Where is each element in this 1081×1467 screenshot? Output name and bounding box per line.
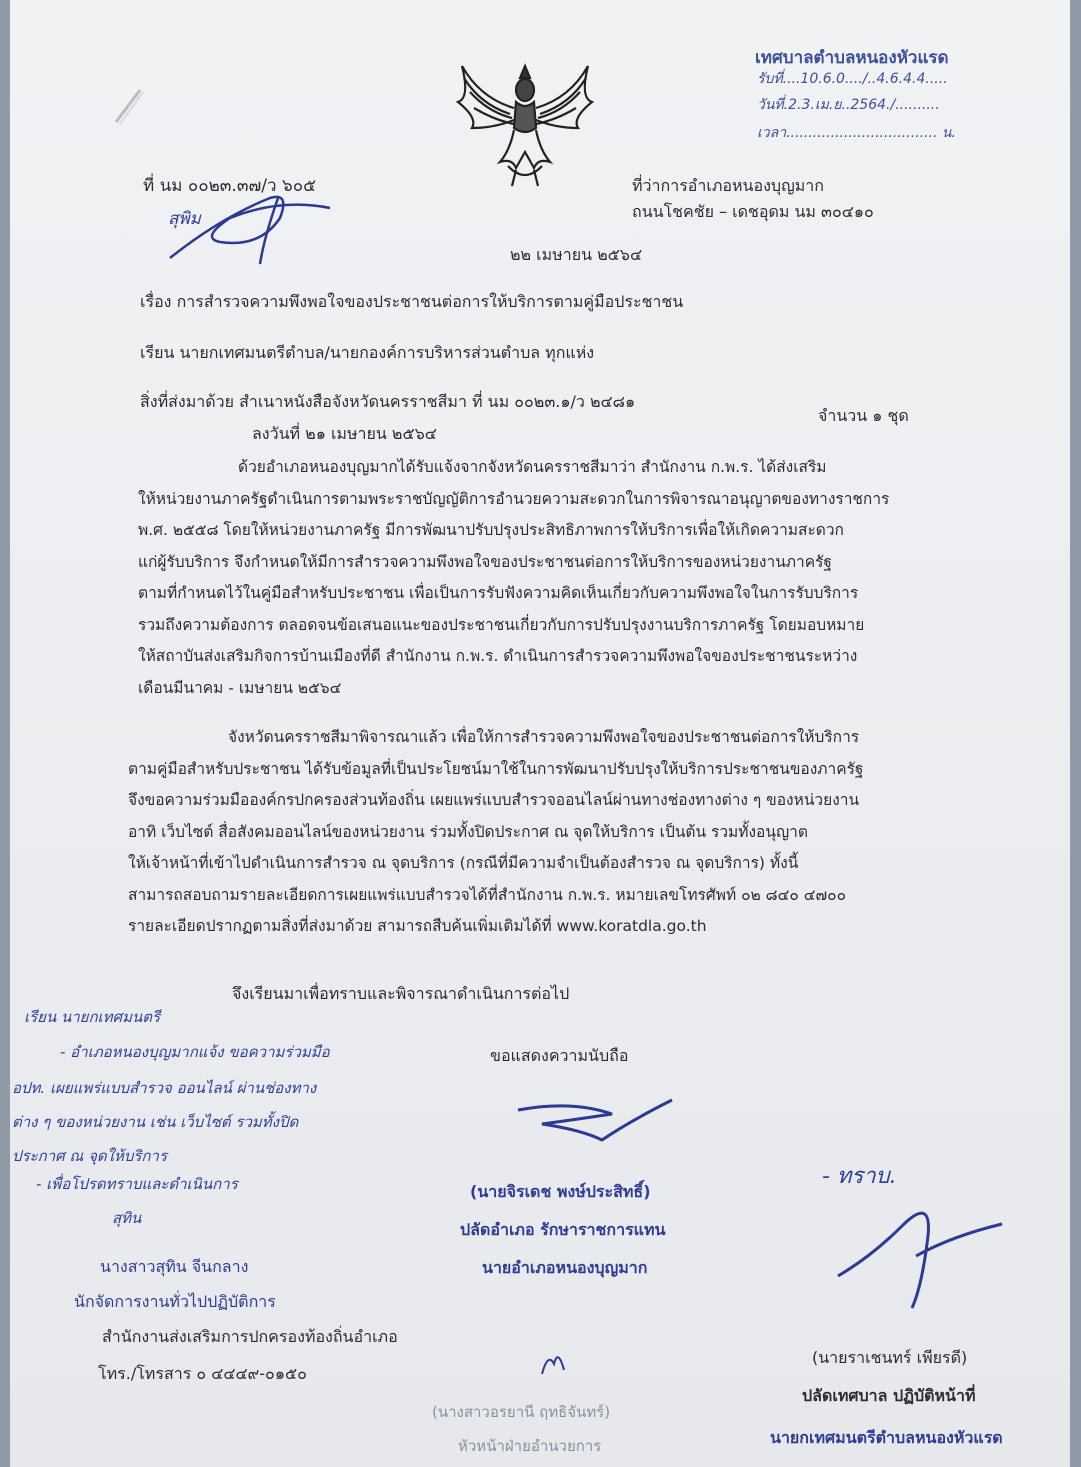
paragraph-line: จังหวัดนครราชสีมาพิจารณาแล้ว เพื่อให้การสำรวจความพึงพอใจของประชาชนต่อการให้บริการ	[228, 728, 860, 746]
letter-date: ๒๒ เมษายน ๒๕๖๔	[510, 245, 643, 264]
paragraph-line: รายละเอียดปรากฏตามสิ่งที่ส่งมาด้วย สามารถสืบค้นเพิ่มเติมได้ที่ www.koratdla.go.th	[128, 917, 707, 935]
note-line: เรียน นายกเทศมนตรี	[24, 1008, 161, 1026]
note-line: อปท. เผยแพร่แบบสำรวจ ออนไลน์ ผ่านช่องทาง	[12, 1079, 317, 1097]
district-signer-name: (นายจิรเดช พงษ์ประสิทธิ์)	[470, 1182, 651, 1201]
note-signature: สุทิน	[112, 1209, 142, 1227]
body-paragraph-1	[138, 452, 889, 704]
subject-line: เรื่อง การสำรวจความพึงพอใจของประชาชนต่อการให้บริการตามคู่มือประชาชน	[140, 292, 684, 311]
head-initial-icon	[538, 1346, 568, 1380]
paragraph-line: พ.ศ. ๒๕๕๘ โดยให้หน่วยงานภาครัฐ มีการพัฒนาปรับปรุงประสิทธิภาพการให้บริการเพื่อให้เกิดความสะดวก	[138, 521, 844, 539]
municipal-signer-title1: ปลัดเทศบาล ปฏิบัติหน้าที่	[802, 1386, 976, 1405]
paragraph-line: อาทิ เว็บไซต์ สื่อสังคมออนไลน์ของหน่วยงาน ร่วมทั้งปิดประกาศ ณ จุดให้บริการ เป็นต้น รวมทั้งอนุญาต	[128, 822, 808, 841]
municipal-signer-title2: นายกเทศมนตรีตำบลหนองหัวแรด	[770, 1428, 1003, 1447]
paragraph-line: ให้หน่วยงานภาครัฐดำเนินการตามพระราชบัญญัติการอำนวยความสะดวกในการพิจารณาอนุญาตของทางราชการ	[138, 489, 890, 508]
municipal-signer-name: (นายราเชนทร์ เพียรดี)	[812, 1348, 968, 1367]
paragraph-line: ตามคู่มือสำหรับประชาชน ได้รับข้อมูลที่เป็นประโยชน์มาใช้ในการพัฒนาปรับปรุงให้บริการประชาชนของภาครัฐ	[128, 759, 864, 778]
paragraph-line: จึงขอความร่วมมือองค์กรปกครองส่วนท้องถิ่น เผยแพร่แบบสำรวจออนไลน์ผ่านทางช่องทางต่าง ๆ ของหน่วยงาน	[128, 791, 860, 809]
closing-line: จึงเรียนมาเพื่อทราบและพิจารณาดำเนินการต่อไป	[232, 984, 570, 1003]
recipient-line: เรียน นายกเทศมนตรีตำบล/นายกองค์การบริหารส่วนตำบล ทุกแห่ง	[140, 343, 595, 362]
staff-phone: โทร./โทรสาร ๐ ๔๔๔๙-๐๑๕๐	[98, 1364, 307, 1383]
paragraph-line: ให้เจ้าหน้าที่เข้าไปดำเนินการสำรวจ ณ จุดบริการ (กรณีที่มีความจำเป็นต้องสำรวจ ณ จุดบริการ) ทั้งนี้	[128, 854, 799, 872]
district-signature-icon	[512, 1090, 682, 1150]
office-address-line2: ถนนโชคชัย – เดชอุดม นม ๓๐๔๑๐	[632, 202, 874, 221]
head-name: (นางสาวอรยานี ฤทธิจันทร์)	[432, 1403, 611, 1421]
enclosure-count: จำนวน ๑ ชุด	[818, 406, 909, 425]
note-line: - อำเภอหนองบุญมากแจ้ง ขอความร่วมมือ	[60, 1043, 330, 1061]
paragraph-line: ให้สถาบันส่งเสริมกิจการบ้านเมืองที่ดี สำนักงาน ก.พ.ร. ดำเนินการสำรวจความพึงพอใจของประชาชนระหว่าง	[138, 647, 858, 665]
receipt-stamp-time: เวลา.................................. น.	[757, 125, 956, 141]
enclosure-line: สิ่งที่ส่งมาด้วย สำเนาหนังสือจังหวัดนครราชสีมา ที่ นม ๐๐๒๓.๑/ว ๒๔๘๑	[140, 392, 636, 411]
note-line: ต่าง ๆ ของหน่วยงาน เช่น เว็บไซต์ รวมทั้งปิด	[12, 1113, 299, 1131]
staff-name: นางสาวสุทิน จีนกลาง	[100, 1257, 249, 1276]
staff-title: นักจัดการงานทั่วไปปฏิบัติการ	[74, 1292, 276, 1311]
head-title: หัวหน้าฝ่ายอำนวยการ	[458, 1437, 602, 1455]
initial-signature-icon	[160, 178, 340, 268]
paragraph-line: รวมถึงความต้องการ ตลอดจนข้อเสนอแนะของประชาชนเกี่ยวกับการปรับปรุงงานบริการภาครัฐ โดยมอบหมาย	[138, 615, 865, 634]
handwritten-initials: สุพิม	[168, 209, 201, 229]
receipt-stamp-number: รับที่....10.6.0..../..4.6.4.4.....	[757, 71, 948, 87]
office-address-line1: ที่ว่าการอำเภอหนองบุญมาก	[632, 176, 824, 195]
receipt-stamp-office: เทศบาลตำบลหนองหัวแรด	[755, 48, 949, 68]
paragraph-line: ตามที่กำหนดไว้ในคู่มือสำหรับประชาชน เพื่อเป็นการรับฟังความคิดเห็นเกี่ยวกับความพึงพอใจในการรับบริการ	[138, 584, 859, 602]
enclosure-date: ลงวันที่ ๒๑ เมษายน ๒๕๖๔	[252, 424, 437, 443]
paperclip-icon	[112, 86, 146, 126]
garuda-emblem-icon	[450, 58, 600, 190]
paragraph-line: แก่ผู้รับบริการ จึงกำหนดให้มีการสำรวจความพึงพอใจของประชาชนต่อการให้บริการของหน่วยงานภาครัฐ	[138, 552, 832, 571]
regards-line: ขอแสดงความนับถือ	[490, 1046, 629, 1065]
staff-unit: สำนักงานส่งเสริมการปกครองท้องถิ่นอำเภอ	[102, 1327, 398, 1346]
municipal-note: - ทราบ.	[822, 1164, 897, 1189]
municipal-signature-icon	[832, 1196, 1012, 1316]
note-line: ประกาศ ณ จุดให้บริการ	[12, 1147, 167, 1165]
reference-number: ที่ นม ๐๐๒๓.๓๗/ว ๖๐๕	[143, 176, 316, 196]
paragraph-line: ด้วยอำเภอหนองบุญมากได้รับแจ้งจากจังหวัดนครราชสีมาว่า สำนักงาน ก.พ.ร. ได้ส่งเสริม	[238, 458, 827, 476]
receipt-stamp-date: วันที่.2.3.เม.ย..2564./..........	[757, 97, 940, 113]
paragraph-line: สามารถสอบถามรายละเอียดการเผยแพร่แบบสำรวจได้ที่สำนักงาน ก.พ.ร. หมายเลขโทรศัพท์ ๐๒ ๘๔๐ ๔๗๐๐	[128, 885, 847, 904]
note-line: - เพื่อโปรดทราบและดำเนินการ	[36, 1175, 238, 1193]
paragraph-line: เดือนมีนาคม - เมษายน ๒๕๖๔	[138, 678, 342, 697]
body-paragraph-2	[128, 722, 863, 943]
district-signer-title2: นายอำเภอหนองบุญมาก	[482, 1258, 648, 1277]
district-signer-title1: ปลัดอำเภอ รักษาราชการแทน	[460, 1220, 666, 1239]
